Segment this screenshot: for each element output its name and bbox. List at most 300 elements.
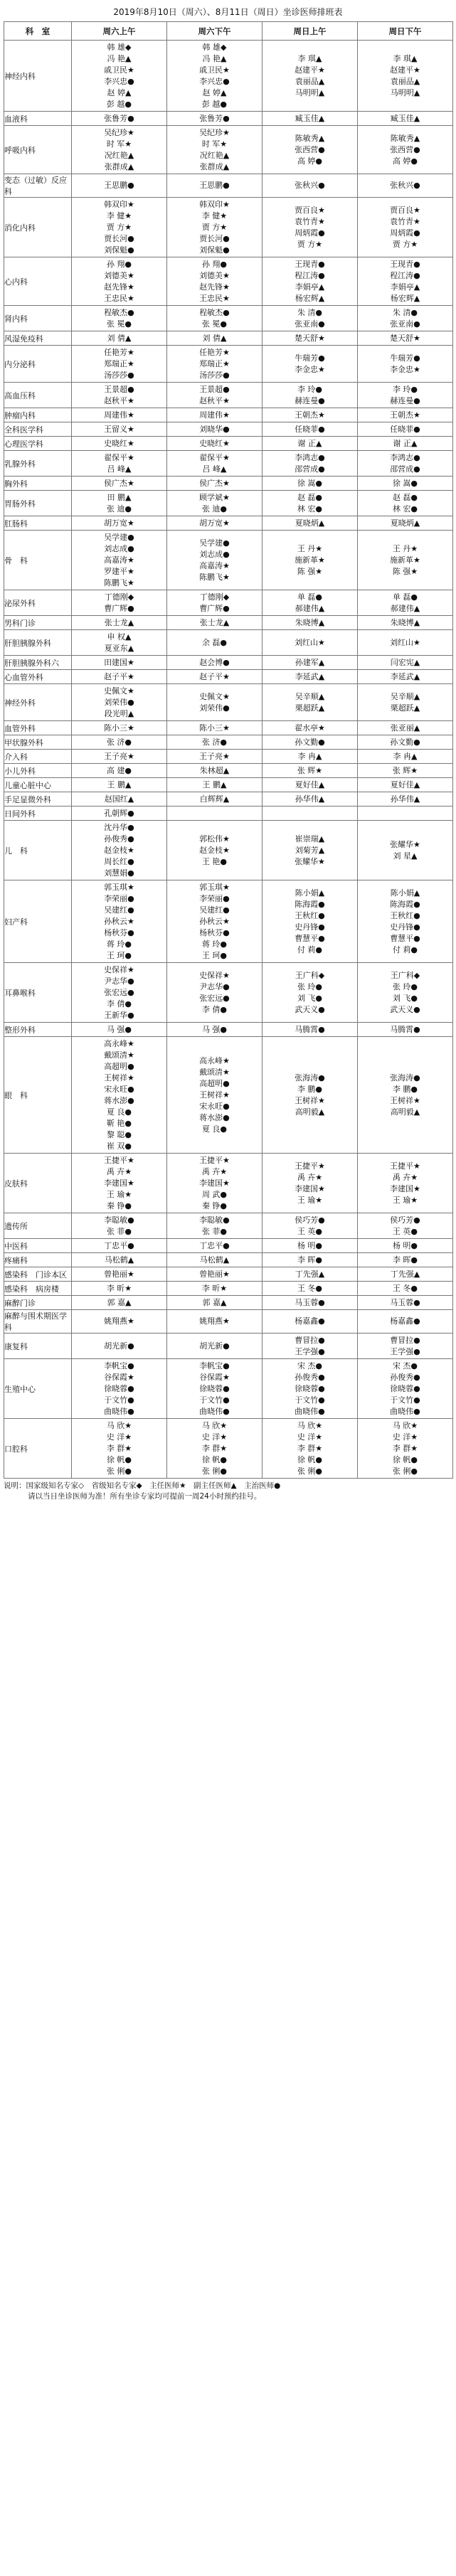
doctor-entry: 王现青● xyxy=(295,259,325,269)
dept-name: 全科医学科 xyxy=(4,422,72,437)
doctor-entry: 高 婷● xyxy=(392,156,418,166)
doctor-entry: 吴辛顺▲ xyxy=(390,691,420,701)
doctor-entry: 孙 翔● xyxy=(201,259,228,269)
doctor-entry: 王 艳● xyxy=(201,856,228,866)
doctor-entry: 刘荣伟● xyxy=(199,703,230,713)
doctor-entry: 徐晓蓉● xyxy=(390,1383,420,1393)
slot-sun-pm xyxy=(358,1310,453,1334)
slot-sat-pm xyxy=(167,778,263,792)
doctor-entry: 陈小三★ xyxy=(199,723,230,733)
doctor-entry: 夏晓炳▲ xyxy=(390,518,420,528)
slot-sun-pm xyxy=(358,721,453,735)
slot-sat-pm xyxy=(167,1267,263,1282)
table-row xyxy=(4,630,453,656)
table-row xyxy=(4,792,453,807)
doctor-entry: 王树祥★ xyxy=(199,1090,230,1100)
slot-sun-am xyxy=(263,126,358,174)
doctor-entry: 周炳霞● xyxy=(390,228,420,238)
doctor-entry: 赵 婷▲ xyxy=(107,87,132,97)
doctor-entry: 李延武▲ xyxy=(390,671,420,681)
doctor-entry: 王现青● xyxy=(390,259,420,269)
doctor-entry: 马松鹤▲ xyxy=(104,1255,134,1265)
table-row xyxy=(4,491,453,516)
doctor-entry: 尹志华● xyxy=(199,981,230,991)
slot-sun-pm xyxy=(358,174,453,198)
doctor-entry: 汤莎莎● xyxy=(199,370,230,380)
doctor-entry: 马 强● xyxy=(106,1024,132,1034)
slot-sun-pm xyxy=(358,821,453,880)
doctor-entry: 王 英● xyxy=(297,1226,323,1236)
doctor-entry: 朱晓博▲ xyxy=(390,617,420,627)
dept-name: 康复科 xyxy=(4,1334,72,1359)
dept-name: 肛肠科 xyxy=(4,516,72,531)
slot-sat-pm xyxy=(167,126,263,174)
doctor-entry: 李 鹏● xyxy=(297,1084,323,1094)
doctor-entry: 赵 磊● xyxy=(297,492,323,502)
doctor-entry: 崔 双● xyxy=(106,1141,132,1151)
slot-sat-am xyxy=(72,346,167,383)
header-dept: 科 室 xyxy=(4,22,72,41)
doctor-entry: 马腾霄● xyxy=(295,1024,325,1034)
table-row xyxy=(4,112,453,126)
slot-sun-pm xyxy=(358,346,453,383)
doctor-entry: 李 群★ xyxy=(297,1443,323,1453)
table-row xyxy=(4,735,453,750)
slot-sat-am xyxy=(72,684,167,721)
table-row xyxy=(4,1037,453,1154)
slot-sun-am xyxy=(263,616,358,630)
slot-sun-pm xyxy=(358,630,453,656)
doctor-entry: 李 昕★ xyxy=(106,1283,132,1293)
slot-sun-am xyxy=(263,963,358,1023)
dept-name: 日间外科 xyxy=(4,807,72,821)
doctor-entry: 王思鹏● xyxy=(104,181,134,190)
doctor-entry: 赵会博● xyxy=(199,657,230,667)
doctor-entry: 曲晓伟● xyxy=(390,1406,420,1416)
doctor-entry: 王朝杰★ xyxy=(295,410,325,420)
slot-sun-am xyxy=(263,306,358,331)
dept-name: 神经外科 xyxy=(4,684,72,721)
doctor-entry: 单 磊● xyxy=(392,592,418,602)
doctor-entry: 谢 正▲ xyxy=(297,438,322,448)
doctor-entry: 白辉辉▲ xyxy=(199,794,230,804)
doctor-entry: 王 鹏▲ xyxy=(202,779,227,789)
slot-sun-pm xyxy=(358,257,453,306)
doctor-entry: 朱 清● xyxy=(297,307,323,317)
slot-sat-am xyxy=(72,531,167,590)
slot-sat-am xyxy=(72,257,167,306)
doctor-entry: 郭玉琪★ xyxy=(104,882,134,892)
dept-name: 内分泌科 xyxy=(4,346,72,383)
slot-sat-am xyxy=(72,778,167,792)
doctor-entry: 王忠民★ xyxy=(199,293,230,303)
table-row xyxy=(4,616,453,630)
doctor-entry: 刘晓华● xyxy=(199,424,230,434)
doctor-entry: 李 玲● xyxy=(297,384,323,394)
doctor-entry: 高超明● xyxy=(199,1078,230,1088)
doctor-entry: 丁先强▲ xyxy=(390,1269,420,1279)
doctor-entry: 宋永旺● xyxy=(104,1084,134,1094)
table-row xyxy=(4,1253,453,1267)
doctor-entry: 张 玲● xyxy=(297,981,323,991)
doctor-entry: 孙华伟▲ xyxy=(295,794,325,804)
doctor-entry: 李建国★ xyxy=(390,1183,420,1193)
dept-name: 心血管外科 xyxy=(4,670,72,684)
slot-sat-am xyxy=(72,616,167,630)
slot-sun-pm xyxy=(358,306,453,331)
doctor-entry: 顾学斌★ xyxy=(199,492,230,502)
doctor-entry: 秦 铮● xyxy=(106,1201,132,1210)
dept-name: 整形外科 xyxy=(4,1023,72,1037)
doctor-entry: 马明明▲ xyxy=(295,87,325,97)
doctor-entry: 赵子平★ xyxy=(104,671,134,681)
slot-sat-pm xyxy=(167,764,263,778)
slot-sun-pm xyxy=(358,880,453,963)
dept-name: 妇产科 xyxy=(4,880,72,963)
dept-name: 中医科 xyxy=(4,1239,72,1253)
doctor-entry: 单 磊● xyxy=(297,592,323,602)
slot-sun-am xyxy=(263,437,358,451)
slot-sun-pm xyxy=(358,792,453,807)
doctor-entry: 臧玉佳▲ xyxy=(390,113,420,123)
doctor-entry: 丁德刚◆ xyxy=(104,592,134,602)
doctor-entry: 施新革★ xyxy=(390,555,420,565)
slot-sun-am xyxy=(263,684,358,721)
doctor-entry: 刘保魁● xyxy=(104,245,134,255)
doctor-entry: 孙文勤● xyxy=(390,737,420,747)
slot-sun-am xyxy=(263,807,358,821)
slot-sat-am xyxy=(72,735,167,750)
doctor-entry: 曹慧平● xyxy=(390,933,420,943)
doctor-entry: 张 济● xyxy=(201,737,228,747)
doctor-entry: 王 丹★ xyxy=(297,543,323,553)
dept-name: 感染科 病房楼 xyxy=(4,1282,72,1296)
dept-name: 遗传所 xyxy=(4,1213,72,1239)
doctor-entry: 赵建平★ xyxy=(390,65,420,75)
doctor-entry: 贾 方★ xyxy=(201,222,228,232)
doctor-entry: 刘 飞● xyxy=(392,993,418,1003)
table-row xyxy=(4,346,453,383)
doctor-entry: 胡万宽★ xyxy=(104,518,134,528)
slot-sat-pm xyxy=(167,174,263,198)
dept-name: 呼吸内科 xyxy=(4,126,72,174)
doctor-entry: 贾 方★ xyxy=(106,222,132,232)
doctor-entry: 周建伟★ xyxy=(104,410,134,420)
doctor-entry: 曲晓伟● xyxy=(199,1406,230,1416)
slot-sat-pm xyxy=(167,616,263,630)
doctor-entry: 马松鹤▲ xyxy=(199,1255,230,1265)
doctor-entry: 况红艳▲ xyxy=(104,150,134,160)
slot-sat-am xyxy=(72,306,167,331)
slot-sun-am xyxy=(263,821,358,880)
slot-sun-am xyxy=(263,1282,358,1296)
slot-sat-pm xyxy=(167,792,263,807)
dept-name: 风湿免疫科 xyxy=(4,331,72,346)
slot-sun-am xyxy=(263,491,358,516)
dept-name: 肝胆胰腺外科 xyxy=(4,630,72,656)
doctor-entry: 翟保平★ xyxy=(199,452,230,462)
slot-sun-pm xyxy=(358,126,453,174)
doctor-entry: 秦 铮● xyxy=(201,1201,228,1210)
slot-sat-pm xyxy=(167,331,263,346)
slot-sat-pm xyxy=(167,491,263,516)
slot-sun-am xyxy=(263,422,358,437)
slot-sat-pm xyxy=(167,346,263,383)
doctor-entry: 武天义● xyxy=(295,1004,325,1014)
slot-sat-pm xyxy=(167,1282,263,1296)
doctor-entry: 时 军★ xyxy=(201,139,228,149)
doctor-entry: 徐晓蓉● xyxy=(295,1383,325,1393)
doctor-entry: 陈小娟▲ xyxy=(390,888,420,898)
doctor-entry: 张 冕● xyxy=(201,319,228,329)
doctor-entry: 胡光新● xyxy=(104,1341,134,1351)
table-row xyxy=(4,1154,453,1213)
table-row xyxy=(4,1282,453,1296)
page-title: 2019年8月10日（周六）、8月11日（周日）坐诊医师排班表 xyxy=(113,7,343,17)
doctor-entry: 禹 卉★ xyxy=(297,1172,323,1182)
slot-sat-am xyxy=(72,1154,167,1213)
slot-sun-pm xyxy=(358,437,453,451)
doctor-entry: 赫连曼● xyxy=(295,395,325,405)
dept-name: 神经内科 xyxy=(4,41,72,112)
slot-sun-pm xyxy=(358,1267,453,1282)
doctor-entry: 王树祥★ xyxy=(104,1073,134,1082)
doctor-entry: 史 洋★ xyxy=(106,1432,132,1442)
doctor-entry: 夏晓炳▲ xyxy=(295,518,325,528)
doctor-entry: 王学强● xyxy=(295,1346,325,1356)
doctor-entry: 杨嘉鑫● xyxy=(390,1316,420,1326)
table-row xyxy=(4,126,453,174)
slot-sun-pm xyxy=(358,531,453,590)
doctor-entry: 韩 雄◆ xyxy=(107,42,132,52)
doctor-entry: 李帆宝● xyxy=(104,1361,134,1371)
dept-name: 肝胆胰腺外科六 xyxy=(4,656,72,670)
doctor-entry: 禹 卉★ xyxy=(392,1172,418,1182)
slot-sat-am xyxy=(72,112,167,126)
dept-name: 皮肤科 xyxy=(4,1154,72,1213)
doctor-entry: 刘红山★ xyxy=(390,637,420,647)
slot-sun-am xyxy=(263,383,358,408)
doctor-entry: 陈 强★ xyxy=(392,566,418,576)
doctor-entry: 谷保霞★ xyxy=(199,1372,230,1382)
doctor-entry: 李娟亭▲ xyxy=(295,282,325,292)
dept-name: 胸外科 xyxy=(4,477,72,491)
slot-sat-pm xyxy=(167,1213,263,1239)
slot-sun-pm xyxy=(358,1253,453,1267)
slot-sat-am xyxy=(72,1334,167,1359)
doctor-entry: 王 鹏▲ xyxy=(107,779,132,789)
doctor-entry: 张 俐● xyxy=(392,1466,418,1476)
doctor-entry: 余 磊● xyxy=(201,637,228,647)
slot-sun-am xyxy=(263,408,358,422)
slot-sun-pm xyxy=(358,1213,453,1239)
doctor-entry: 史丹锋● xyxy=(295,922,325,932)
table-row xyxy=(4,684,453,721)
slot-sat-pm xyxy=(167,684,263,721)
slot-sat-pm xyxy=(167,721,263,735)
header-sat-pm: 周六下午 xyxy=(167,22,263,41)
doctor-entry: 李 群★ xyxy=(106,1443,132,1453)
doctor-entry: 侯广杰★ xyxy=(104,478,134,488)
doctor-entry: 侯巧芳● xyxy=(295,1215,325,1225)
doctor-entry: 李荣丽● xyxy=(199,893,230,903)
doctor-entry: 徐 帆● xyxy=(201,1454,228,1464)
doctor-entry: 曹广辉● xyxy=(199,603,230,613)
doctor-entry: 邵营成● xyxy=(295,464,325,474)
doctor-entry: 林 宏● xyxy=(297,504,323,513)
slot-sat-pm xyxy=(167,1154,263,1213)
doctor-entry: 蒋 玲● xyxy=(106,939,132,949)
slot-sun-am xyxy=(263,174,358,198)
doctor-entry: 王学强● xyxy=(390,1346,420,1356)
doctor-entry: 李兴忠● xyxy=(199,76,230,86)
doctor-entry: 侯巧芳● xyxy=(390,1215,420,1225)
doctor-entry: 张 济● xyxy=(106,737,132,747)
doctor-entry: 史佩文★ xyxy=(104,686,134,696)
doctor-entry: 时 军★ xyxy=(106,139,132,149)
table-row xyxy=(4,590,453,616)
doctor-entry: 赫连曼● xyxy=(390,395,420,405)
doctor-entry: 刘 倩▲ xyxy=(107,333,132,343)
dept-name: 心理医学科 xyxy=(4,437,72,451)
doctor-entry: 王广科◆ xyxy=(390,970,420,980)
slot-sun-am xyxy=(263,670,358,684)
doctor-entry: 朱林超▲ xyxy=(199,765,230,775)
doctor-entry: 徐晓蓉● xyxy=(104,1383,134,1393)
slot-sat-pm xyxy=(167,41,263,112)
dept-name: 手足显微外科 xyxy=(4,792,72,807)
doctor-entry: 杨秋芬● xyxy=(104,927,134,937)
slot-sun-am xyxy=(263,1419,358,1479)
doctor-entry: 贾百良★ xyxy=(295,205,325,215)
doctor-entry: 李建国★ xyxy=(199,1178,230,1188)
doctor-entry: 陈鹏飞★ xyxy=(104,578,134,587)
doctor-entry: 郭 嘉▲ xyxy=(202,1297,227,1307)
table-row xyxy=(4,807,453,821)
slot-sun-am xyxy=(263,656,358,670)
slot-sat-am xyxy=(72,1282,167,1296)
table-row xyxy=(4,1334,453,1359)
doctor-entry: 李聪敏● xyxy=(104,1215,134,1225)
table-row xyxy=(4,670,453,684)
doctor-entry: 王秋红● xyxy=(295,910,325,920)
dept-name: 乳腺外科 xyxy=(4,451,72,477)
slot-sat-pm xyxy=(167,630,263,656)
slot-sun-am xyxy=(263,41,358,112)
doctor-entry: 戴颂清★ xyxy=(104,1050,134,1060)
doctor-entry: 刘德美★ xyxy=(199,270,230,280)
doctor-entry: 张 冕● xyxy=(106,319,132,329)
table-row xyxy=(4,764,453,778)
doctor-entry: 张 玲● xyxy=(392,981,418,991)
doctor-entry: 孔朝辉● xyxy=(104,808,134,818)
doctor-entry: 徐 帆● xyxy=(297,1454,323,1464)
doctor-entry: 陈 强★ xyxy=(297,566,323,576)
slot-sun-am xyxy=(263,331,358,346)
doctor-entry: 于文竹● xyxy=(295,1395,325,1405)
slot-sun-pm xyxy=(358,684,453,721)
doctor-entry: 程江涛● xyxy=(390,270,420,280)
doctor-entry: 张鲁芳● xyxy=(199,113,230,123)
slot-sat-pm xyxy=(167,750,263,764)
slot-sat-am xyxy=(72,198,167,257)
slot-sat-am xyxy=(72,880,167,963)
doctor-entry: 郭玉琪★ xyxy=(199,882,230,892)
doctor-entry: 孙 翔● xyxy=(106,259,132,269)
slot-sat-am xyxy=(72,1310,167,1334)
slot-sat-am xyxy=(72,516,167,531)
doctor-entry: 王 瑜★ xyxy=(106,1189,132,1199)
slot-sat-am xyxy=(72,477,167,491)
doctor-entry: 马 欣★ xyxy=(106,1420,132,1430)
table-row xyxy=(4,778,453,792)
doctor-entry: 王捷平★ xyxy=(104,1155,134,1165)
slot-sun-pm xyxy=(358,408,453,422)
doctor-entry: 贾百良★ xyxy=(390,205,420,215)
footer-notice: 请以当日坐诊医师为准！所有坐诊专家均可提前一周24小时预约挂号。 xyxy=(28,1492,262,1501)
slot-sun-pm xyxy=(358,112,453,126)
slot-sun-am xyxy=(263,477,358,491)
doctor-entry: 夏好佳▲ xyxy=(390,779,420,789)
doctor-entry: 张 迪● xyxy=(201,504,228,513)
doctor-entry: 史晓红★ xyxy=(104,438,134,448)
doctor-entry: 尹志华● xyxy=(104,976,134,986)
doctor-entry: 袁竹青★ xyxy=(295,216,325,226)
doctor-entry: 郝建伟▲ xyxy=(295,603,325,613)
doctor-entry: 吕 峰▲ xyxy=(202,464,227,474)
doctor-entry: 李 昕★ xyxy=(201,1283,228,1293)
doctor-entry: 陈小三★ xyxy=(104,723,134,733)
doctor-entry: 赵先锋★ xyxy=(199,282,230,292)
slot-sat-pm xyxy=(167,1239,263,1253)
slot-sat-pm xyxy=(167,807,263,821)
doctor-entry: 彭 越● xyxy=(106,99,132,109)
slot-sun-am xyxy=(263,1334,358,1359)
doctor-entry: 夏亚东▲ xyxy=(104,643,134,653)
doctor-entry: 孙俊秀● xyxy=(104,834,134,843)
slot-sun-am xyxy=(263,451,358,477)
slot-sun-pm xyxy=(358,656,453,670)
doctor-entry: 徐 帆● xyxy=(106,1454,132,1464)
doctor-entry: 马玉蓉● xyxy=(295,1297,325,1307)
header-sun-am: 周日上午 xyxy=(263,22,358,41)
dept-name: 感染科 门诊本区 xyxy=(4,1267,72,1282)
doctor-entry: 张秋兴● xyxy=(390,181,420,190)
doctor-entry: 曹慧平● xyxy=(295,933,325,943)
dept-name: 眼 科 xyxy=(4,1037,72,1154)
doctor-entry: 史保祥★ xyxy=(199,970,230,980)
table-row xyxy=(4,656,453,670)
doctor-entry: 刘志成● xyxy=(199,549,230,559)
dept-name: 肿瘤内科 xyxy=(4,408,72,422)
slot-sat-am xyxy=(72,1023,167,1037)
doctor-entry: 丁忠平● xyxy=(104,1240,134,1250)
slot-sun-pm xyxy=(358,1282,453,1296)
slot-sat-am xyxy=(72,1213,167,1239)
slot-sat-pm xyxy=(167,1419,263,1479)
footer-notes xyxy=(4,1481,452,1502)
doctor-entry: 王忠民★ xyxy=(104,293,134,303)
doctor-entry: 王子亮★ xyxy=(199,751,230,761)
doctor-entry: 程江涛● xyxy=(295,270,325,280)
dept-name: 耳鼻喉科 xyxy=(4,963,72,1023)
doctor-entry: 刘 星▲ xyxy=(393,851,418,861)
slot-sun-pm xyxy=(358,616,453,630)
slot-sun-pm xyxy=(358,41,453,112)
doctor-entry: 曲晓伟● xyxy=(104,1406,134,1416)
header-row xyxy=(4,22,453,41)
doctor-entry: 袁丽品▲ xyxy=(295,76,325,86)
